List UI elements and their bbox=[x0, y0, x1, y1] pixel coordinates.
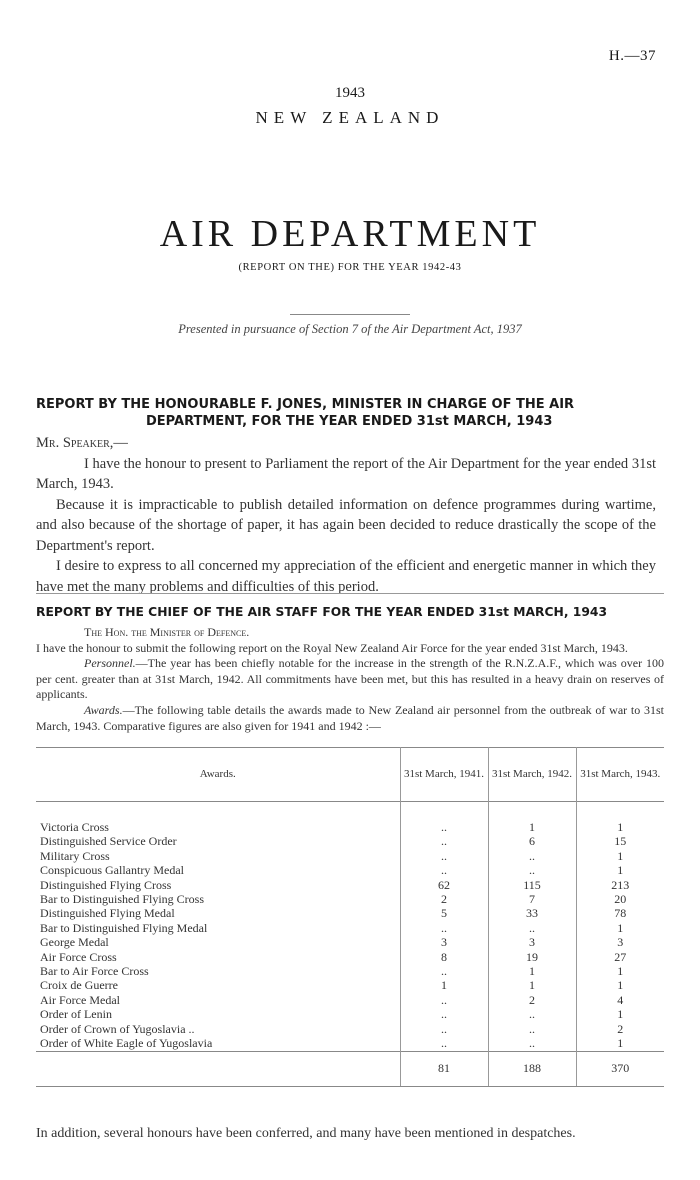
value-1942: 6 bbox=[488, 834, 576, 848]
value-1941: 2 bbox=[400, 892, 488, 906]
awards-label: Awards. bbox=[84, 702, 123, 717]
table-row bbox=[36, 935, 664, 949]
value-1941: .. bbox=[400, 1022, 488, 1036]
value-1943: 1 bbox=[576, 820, 664, 834]
value-1941: .. bbox=[400, 863, 488, 877]
value-1942: 1 bbox=[488, 964, 576, 978]
award-name: Distinguished Service Order bbox=[40, 834, 177, 849]
title-divider bbox=[290, 314, 410, 315]
table-row bbox=[36, 878, 664, 892]
value-1943: 78 bbox=[576, 906, 664, 920]
chief-report-body bbox=[36, 625, 664, 734]
award-name: Distinguished Flying Cross bbox=[40, 877, 172, 892]
award-name: George Medal bbox=[40, 935, 109, 950]
value-1943: 20 bbox=[576, 892, 664, 906]
chief-report-heading: REPORT BY THE CHIEF OF THE AIR STAFF FOR THE YEAR ENDED 31st MARCH, 1943 bbox=[36, 605, 607, 619]
value-1943: 1 bbox=[576, 849, 664, 863]
value-1941: .. bbox=[400, 849, 488, 863]
value-1943: 4 bbox=[576, 993, 664, 1007]
award-name: Distinguished Flying Medal bbox=[40, 906, 175, 921]
table-row bbox=[36, 950, 664, 964]
table-row bbox=[36, 964, 664, 978]
award-name: Order of White Eagle of Yugoslavia bbox=[40, 1036, 213, 1051]
awards-table bbox=[36, 747, 664, 1087]
footer-note: In addition, several honours have been conferred, and many have been mentioned in despatches. bbox=[36, 1126, 576, 1141]
value-1942: .. bbox=[488, 1022, 576, 1036]
department-title: AIR DEPARTMENT bbox=[159, 213, 541, 255]
table-row bbox=[36, 1022, 664, 1036]
awards-paragraph bbox=[36, 703, 664, 734]
value-1943: 1 bbox=[576, 978, 664, 992]
value-1942: .. bbox=[488, 863, 576, 877]
minister-report-heading bbox=[36, 396, 664, 430]
page-reference: H.—37 bbox=[608, 48, 656, 64]
value-1943: 27 bbox=[576, 950, 664, 964]
value-1941: .. bbox=[400, 1036, 488, 1051]
value-1942: 1 bbox=[488, 820, 576, 834]
salutation: Mr. Speaker,— bbox=[36, 435, 128, 451]
minister-paragraph-1: I have the honour to present to Parliament the report of the Air Department for the year ended 31st March, 1943. bbox=[36, 455, 656, 492]
header-awards: Awards. bbox=[199, 768, 236, 780]
personnel-label: Personnel. bbox=[84, 656, 136, 671]
minister-heading-line2: DEPARTMENT, FOR THE YEAR ENDED 31st MARCH, 1943 bbox=[146, 414, 553, 429]
value-1941: 5 bbox=[400, 906, 488, 920]
header-1942: 31st March, 1942. bbox=[488, 748, 576, 802]
value-1942: 1 bbox=[488, 978, 576, 992]
country-title: NEW ZEALAND bbox=[255, 108, 445, 127]
value-1943: 1 bbox=[576, 863, 664, 877]
value-1941: .. bbox=[400, 993, 488, 1007]
report-year: 1943 bbox=[335, 85, 365, 101]
table-row bbox=[36, 1007, 664, 1021]
value-1943: 1 bbox=[576, 1007, 664, 1021]
award-name: Bar to Air Force Cross bbox=[40, 964, 149, 979]
value-1943: 213 bbox=[576, 878, 664, 892]
award-name: Bar to Distinguished Flying Medal bbox=[40, 920, 208, 935]
personnel-text: —The year has been chiefly notable for the increase in the strength of the R.N.Z.A.F., which was over 100 per cent. greater than at 31st March, 1942. All commitments have been met, but this has resulted in a heavy drain on reserves of applicants. bbox=[36, 656, 664, 702]
addressee: The Hon. the Minister of Defence. bbox=[84, 625, 250, 639]
value-1942: .. bbox=[488, 849, 576, 863]
value-1943: 2 bbox=[576, 1022, 664, 1036]
presented-note: Presented in pursuance of Section 7 of the Air Department Act, 1937 bbox=[178, 322, 522, 336]
award-name: Air Force Cross bbox=[40, 949, 117, 964]
value-1943: 3 bbox=[576, 935, 664, 949]
table-row bbox=[36, 906, 664, 920]
value-1942: 7 bbox=[488, 892, 576, 906]
value-1941: .. bbox=[400, 921, 488, 935]
table-row bbox=[36, 820, 664, 834]
value-1943: 15 bbox=[576, 834, 664, 848]
award-name: Order of Lenin bbox=[40, 1007, 112, 1022]
total-1943: 370 bbox=[576, 1051, 664, 1086]
value-1941: 1 bbox=[400, 978, 488, 992]
minister-report-body bbox=[36, 433, 656, 597]
table-row bbox=[36, 849, 664, 863]
value-1941: 62 bbox=[400, 878, 488, 892]
value-1942: .. bbox=[488, 1036, 576, 1051]
minister-paragraph-2: Because it is impracticable to publish detailed information on defence programmes during wartime, and also because of the shortage of paper, it has again been decided to reduce drastically the scope of the Department's report. bbox=[36, 496, 656, 554]
total-1942: 188 bbox=[488, 1051, 576, 1086]
value-1942: .. bbox=[488, 1007, 576, 1021]
minister-heading-line1: REPORT BY THE HONOURABLE F. JONES, MINISTER IN CHARGE OF THE AIR bbox=[36, 397, 575, 412]
value-1941: 8 bbox=[400, 950, 488, 964]
personnel-paragraph bbox=[36, 656, 664, 703]
awards-text: —The following table details the awards made to New Zealand air personnel from the outbreak of war to 31st March, 1943. Comparative figures are also given for 1941 and 1942 :— bbox=[36, 702, 664, 733]
chief-paragraph-1: I have the honour to submit the following report on the Royal New Zealand Air Force for the year ended 31st March, 1943. bbox=[36, 640, 628, 655]
table-row bbox=[36, 978, 664, 992]
table-row bbox=[36, 892, 664, 906]
value-1942: 19 bbox=[488, 950, 576, 964]
value-1941: .. bbox=[400, 1007, 488, 1021]
value-1941: .. bbox=[400, 834, 488, 848]
award-name: Bar to Distinguished Flying Cross bbox=[40, 892, 205, 907]
table-spacer bbox=[36, 802, 664, 821]
award-name: Military Cross bbox=[40, 848, 110, 863]
value-1942: 2 bbox=[488, 993, 576, 1007]
value-1943: 1 bbox=[576, 921, 664, 935]
value-1943: 1 bbox=[576, 964, 664, 978]
value-1941: .. bbox=[400, 964, 488, 978]
value-1942: .. bbox=[488, 921, 576, 935]
award-name: Order of Crown of Yugoslavia .. bbox=[40, 1021, 195, 1036]
report-subtitle: (REPORT ON THE) FOR THE YEAR 1942-43 bbox=[238, 262, 462, 273]
awards-table-header bbox=[36, 748, 664, 802]
table-row bbox=[36, 921, 664, 935]
value-1942: 33 bbox=[488, 906, 576, 920]
value-1943: 1 bbox=[576, 1036, 664, 1051]
value-1941: 3 bbox=[400, 935, 488, 949]
table-row bbox=[36, 863, 664, 877]
table-row bbox=[36, 993, 664, 1007]
value-1942: 3 bbox=[488, 935, 576, 949]
total-1941: 81 bbox=[400, 1051, 488, 1086]
table-row bbox=[36, 834, 664, 848]
value-1942: 115 bbox=[488, 878, 576, 892]
section-divider bbox=[36, 593, 664, 594]
minister-paragraph-3: I desire to express to all concerned my appreciation of the efficient and energetic manner in which they have met the many problems and difficulties of this period. bbox=[36, 558, 656, 595]
table-row bbox=[36, 1036, 664, 1051]
award-name: Croix de Guerre bbox=[40, 978, 118, 993]
award-name: Victoria Cross bbox=[40, 820, 109, 834]
award-name: Air Force Medal bbox=[40, 992, 120, 1007]
value-1941: .. bbox=[400, 820, 488, 834]
header-1943: 31st March, 1943. bbox=[576, 748, 664, 802]
totals-row bbox=[36, 1051, 664, 1086]
award-name: Conspicuous Gallantry Medal bbox=[40, 863, 184, 878]
header-1941: 31st March, 1941. bbox=[400, 748, 488, 802]
